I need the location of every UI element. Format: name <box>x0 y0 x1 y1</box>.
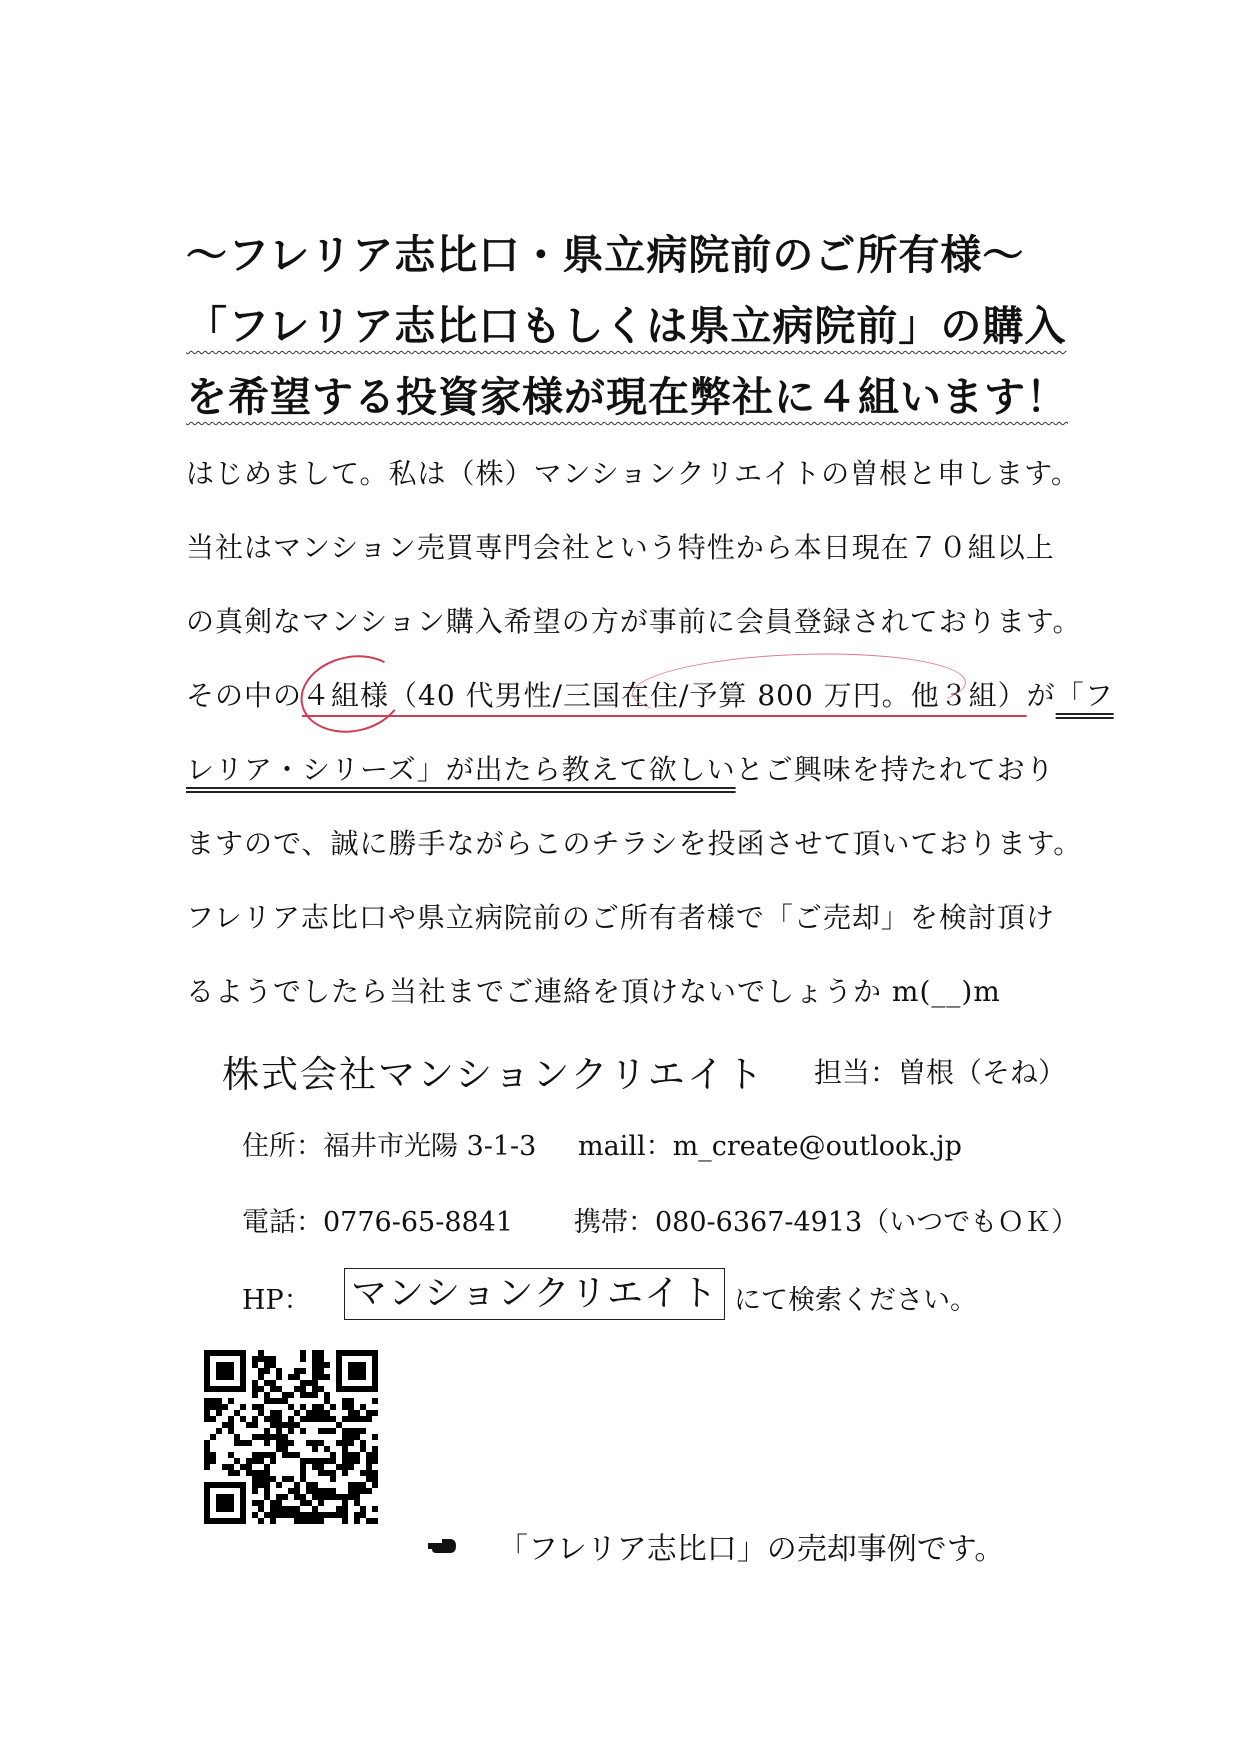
qr-code-icon <box>204 1350 378 1524</box>
series-request-underlined: レリア・シリーズ」が出たら教えて欲しい <box>186 753 736 786</box>
body-line-3: の真剣なマンション購入希望の方が事前に会員登録されております。 <box>186 605 1082 638</box>
company-name: 株式会社マンションクリエイト <box>222 1053 765 1096</box>
body-line-2: 当社はマンション売買専門会社という特性から本日現在７０組以上 <box>186 531 1055 564</box>
sale-example-text: 「フレリア志比口」の売却事例です。 <box>498 1532 1005 1567</box>
contact-person: 担当：曽根（そね） <box>814 1056 1067 1089</box>
red-arc-mark <box>631 648 967 728</box>
buyer-detail-highlight: ４組様（40 代男性/三国在住/予算 800 万円。他３組） <box>302 679 1027 712</box>
address: 住所：福井市光陽 3-1-3 <box>242 1131 537 1162</box>
email: maill：m_create@outlook.jp <box>578 1131 962 1162</box>
body-line-4-prefix: その中の <box>186 679 303 712</box>
body-line-4-series-start: 「フ <box>1055 679 1114 712</box>
headline-line-3 <box>186 364 1068 423</box>
pointing-hand-icon <box>428 1537 456 1555</box>
body-line-5-rest: とご興味を持たれており <box>735 753 1055 786</box>
mobile-phone: 携帯：080-6367-4913（いつでもＯＫ） <box>574 1207 1079 1238</box>
headline-line-1: 〜フレリア志比口・県立病院前のご所有様〜 <box>186 231 1025 279</box>
body-line-4-ga: が <box>1026 679 1056 712</box>
body-line-6: ますので、誠に勝手ながらこのチラシを投函させて頂いております。 <box>186 827 1083 860</box>
body-line-5 <box>186 748 1055 788</box>
body-line-1: はじめまして。私は（株）マンションクリエイトの曽根と申します。 <box>186 457 1080 490</box>
headline-line-2-text: 「フレリア志比口もしくは県立病院前」の購入 <box>186 302 1067 350</box>
hp-search-term-box: マンションクリエイト <box>344 1268 725 1320</box>
body-line-8: るようでしたら当社までご連絡を頂けないでしょうか m(__)m <box>186 975 1001 1008</box>
headline-line-2 <box>186 293 1066 352</box>
hp-label: HP： <box>242 1285 311 1316</box>
hp-search-instruction: にて検索ください。 <box>734 1285 977 1316</box>
headline-line-3-text: を希望する投資家様が現在弊社に４組います！ <box>186 373 1068 421</box>
body-line-7: フレリア志比口や県立病院前のご所有者様で「ご売却」を検討頂け <box>186 901 1055 934</box>
phone: 電話：0776-65-8841 <box>242 1207 514 1238</box>
red-circle-mark <box>293 646 411 742</box>
